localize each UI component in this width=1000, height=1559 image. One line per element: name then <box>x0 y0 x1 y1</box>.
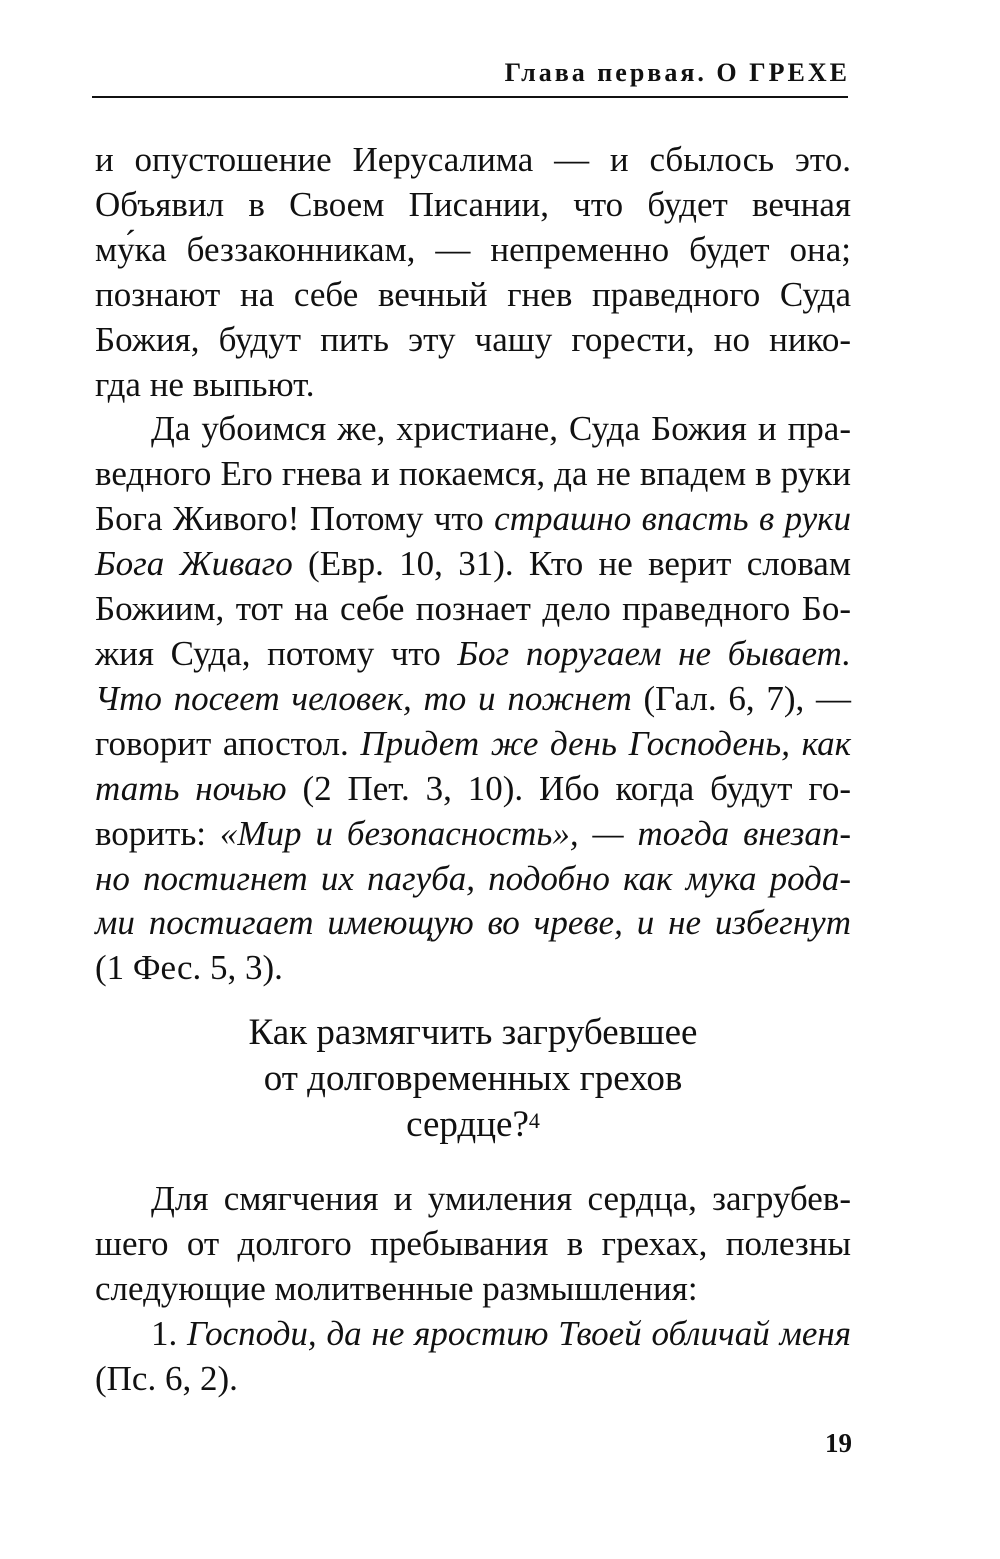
heading-line: Как размягчить загрубевшее <box>248 1012 698 1053</box>
text-line: Божия, будут пить эту чашу горести, но нико- <box>95 319 851 359</box>
text-line: Объявил в Своем Писании, что будет вечная <box>95 184 851 224</box>
text-line: му́ка беззаконникам, — непременно будет она; <box>95 229 851 269</box>
text-line: и опустошение Иерусалима — и сбылось это. <box>95 140 851 179</box>
text-line <box>95 767 851 812</box>
heading-text: сердце? <box>406 1104 529 1145</box>
text-line <box>95 542 851 587</box>
page-number: 19 <box>825 1428 852 1458</box>
text-line: познают на себе вечный гнев праведного Суда <box>95 274 851 314</box>
text-line: ми постигает имеющую во чреве, и не избегнут <box>95 903 851 943</box>
quote-run: страшно впасть в руки <box>494 499 851 539</box>
text-line: ведного Его гнева и покаемся, да не впадем в руки <box>95 454 851 494</box>
paragraph-2 <box>95 407 851 991</box>
text-run: Бога Живого! Потому что <box>95 499 495 539</box>
running-head: Глава первая. О ГРЕХЕ <box>504 58 850 87</box>
text-line: гда не выпьют. <box>95 364 315 404</box>
text-run: ворить: <box>95 813 220 853</box>
text-line <box>95 632 851 677</box>
quote-run: Что посеет человек, то и пожнет <box>95 678 632 718</box>
paragraph-1 <box>95 138 851 407</box>
text-line: но постигнет их пагуба, подобно как мука рода- <box>95 858 851 898</box>
quote-run: «Мир и безопасность», — тогда внезап- <box>219 813 852 853</box>
quote-run: тать ночью <box>95 768 287 808</box>
text-line: следующие молитвенные размышления: <box>95 1268 698 1308</box>
header-rule <box>92 96 848 98</box>
footnote-ref: 4 <box>528 1108 540 1133</box>
body-text-lower <box>95 1177 851 1402</box>
text-line: (1 Фес. 5, 3). <box>95 948 283 988</box>
text-run: (Евр. 10, 31). Кто не верит словам <box>292 544 851 584</box>
paragraph-4 <box>95 1312 851 1402</box>
text-line: Для смягчения и умиления сердца, загрубев- <box>151 1179 851 1218</box>
heading-line <box>95 1102 851 1148</box>
heading-line: от долговременных грехов <box>263 1058 683 1099</box>
text-run: (Гал. 6, 7), — <box>631 678 852 718</box>
text-run: жия Суда, потому что <box>95 633 458 673</box>
text-run: говорит апостол. <box>95 723 361 763</box>
text-line: Божиим, тот на себе познает дело праведного Бо- <box>95 589 851 629</box>
text-line <box>95 1312 851 1357</box>
text-line: (Пс. 6, 2). <box>95 1358 238 1398</box>
text-line <box>95 722 851 767</box>
quote-run: Придет же день Господень, как <box>360 723 851 763</box>
text-line <box>95 677 851 722</box>
list-number: 1. <box>151 1313 188 1353</box>
quote-run: Бог поругаем не бывает. <box>457 633 851 673</box>
text-line: шего от долгого пребывания в грехах, полезны <box>95 1223 851 1263</box>
quote-run: Бога Живаго <box>95 544 293 584</box>
quote-run: Господи, да не яростию Твоей обличай меня <box>187 1313 852 1353</box>
section-heading <box>95 1010 851 1148</box>
text-line <box>95 812 851 857</box>
paragraph-3 <box>95 1177 851 1312</box>
text-run: (2 Пет. 3, 10). Ибо когда будут го- <box>286 768 851 808</box>
text-line: Да убоимся же, христиане, Суда Божия и пра- <box>151 409 851 449</box>
body-text-upper <box>95 138 851 991</box>
text-line <box>95 497 851 542</box>
